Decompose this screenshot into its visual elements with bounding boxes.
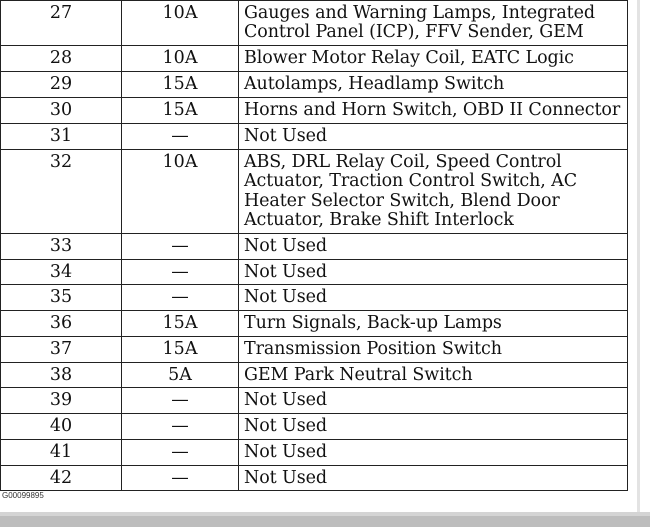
figure-code: G00099895: [2, 491, 44, 500]
fuse-amperage-cell: [122, 72, 239, 98]
fuse-amperage-cell: [122, 337, 239, 363]
circuit-description-line: Not Used: [244, 236, 327, 256]
circuits-protected-cell: [239, 311, 628, 337]
fuse-row: [1, 260, 628, 285]
fuse-amperage-cell: [122, 1, 239, 46]
fuse-number-cell: [1, 124, 122, 150]
fuse-number: 33: [49, 236, 73, 256]
circuits-protected-cell: [239, 1, 628, 46]
fuse-row: [1, 150, 628, 234]
fuse-row: [1, 337, 628, 363]
fuse-amperage: 15A: [162, 74, 198, 94]
circuits-protected-cell: [239, 440, 628, 466]
circuits-protected-cell: [239, 46, 628, 72]
fuse-number-cell: [1, 337, 122, 363]
fuse-row: [1, 414, 628, 440]
circuit-description-line: Gauges and Warning Lamps, Integrated: [244, 3, 595, 23]
fuse-amperage: 10A: [162, 3, 198, 23]
circuit-description-line: Heater Selector Switch, Blend Door: [244, 190, 560, 211]
fuse-row: [1, 311, 628, 337]
circuits-protected-cell: [239, 260, 628, 285]
fuse-number: 39: [49, 390, 73, 410]
circuits-protected-cell: [239, 150, 628, 234]
fuse-number: 36: [49, 313, 73, 333]
fuse-amperage: —: [171, 262, 189, 282]
fuse-amperage: —: [171, 126, 189, 146]
fuse-amperage: 15A: [162, 100, 198, 120]
fuse-row: [1, 1, 628, 46]
fuse-row: [1, 234, 628, 260]
fuse-amperage: 15A: [162, 313, 198, 333]
fuse-number: 38: [49, 365, 73, 385]
fuse-number-cell: [1, 1, 122, 46]
circuit-description-line: Not Used: [244, 287, 327, 307]
circuit-description-line: Control Panel (ICP), FFV Sender, GEM: [244, 22, 584, 43]
circuit-description-line: ABS, DRL Relay Coil, Speed Control: [244, 152, 562, 172]
circuits-protected-cell: [239, 337, 628, 363]
fuse-number: 31: [49, 126, 73, 146]
page-margin-strip: [640, 0, 650, 516]
fuse-number-cell: [1, 466, 122, 491]
fuse-number-cell: [1, 260, 122, 285]
circuit-description-line: Autolamps, Headlamp Switch: [244, 74, 505, 94]
fuse-table-body: [1, 1, 628, 491]
fuse-number-cell: [1, 234, 122, 260]
fuse-amperage: 10A: [162, 152, 198, 172]
fuse-amperage: —: [171, 416, 189, 436]
fuse-number-cell: [1, 98, 122, 124]
fuse-amperage: —: [171, 390, 189, 410]
fuse-number: 42: [49, 468, 73, 488]
fuse-amperage-cell: [122, 150, 239, 234]
fuse-row: [1, 72, 628, 98]
fuse-number-cell: [1, 440, 122, 466]
fuse-row: [1, 98, 628, 124]
fuse-row: [1, 285, 628, 311]
circuits-protected-cell: [239, 98, 628, 124]
fuse-amperage: —: [171, 442, 189, 462]
circuits-protected-cell: [239, 363, 628, 388]
fuse-row: [1, 363, 628, 388]
circuits-protected-cell: [239, 72, 628, 98]
fuse-number-cell: [1, 414, 122, 440]
fuse-number: 40: [49, 416, 73, 436]
fuse-amperage-cell: [122, 311, 239, 337]
fuse-amperage: 10A: [162, 48, 198, 68]
bottom-toolbar-strip: [0, 516, 650, 527]
fuse-amperage-cell: [122, 285, 239, 311]
circuit-description-line: GEM Park Neutral Switch: [244, 365, 473, 385]
fuse-row: [1, 46, 628, 72]
fuse-amperage-cell: [122, 260, 239, 285]
fuse-amperage-cell: [122, 46, 239, 72]
fuse-amperage: —: [171, 468, 189, 488]
fuse-number: 35: [49, 287, 73, 307]
fuse-amperage-cell: [122, 466, 239, 491]
fuse-amperage-cell: [122, 234, 239, 260]
fuse-amperage-cell: [122, 414, 239, 440]
fuse-amperage-cell: [122, 98, 239, 124]
fuse-amperage-cell: [122, 388, 239, 414]
fuse-number-cell: [1, 46, 122, 72]
fuse-number: 41: [49, 442, 73, 462]
fuse-number-cell: [1, 388, 122, 414]
fuse-amperage: 5A: [168, 365, 192, 385]
fuse-amperage: 15A: [162, 339, 198, 359]
fuse-number: 32: [49, 152, 73, 172]
circuit-description-line: Actuator, Traction Control Switch, AC: [244, 171, 577, 192]
circuits-protected-cell: [239, 414, 628, 440]
fuse-number-cell: [1, 285, 122, 311]
fuse-number: 34: [49, 262, 73, 282]
fuse-row: [1, 388, 628, 414]
circuit-description-line: Not Used: [244, 416, 327, 436]
fuse-amperage-cell: [122, 363, 239, 388]
fuse-number: 29: [49, 74, 73, 94]
fuse-row: [1, 124, 628, 150]
fuse-row: [1, 466, 628, 491]
fuse-number: 37: [49, 339, 73, 359]
circuit-description-line: Not Used: [244, 390, 327, 410]
circuit-description-line: Not Used: [244, 126, 327, 146]
circuit-description-line: Turn Signals, Back-up Lamps: [244, 313, 502, 333]
fuse-number-cell: [1, 150, 122, 234]
circuits-protected-cell: [239, 388, 628, 414]
fuse-number: 27: [49, 3, 73, 23]
fuse-amperage-cell: [122, 124, 239, 150]
fuse-number-cell: [1, 72, 122, 98]
fuse-amperage: —: [171, 287, 189, 307]
circuits-protected-cell: [239, 124, 628, 150]
circuit-description-line: Horns and Horn Switch, OBD II Connector: [244, 100, 621, 120]
circuit-description-line: Blower Motor Relay Coil, EATC Logic: [244, 48, 574, 68]
circuit-description-line: Not Used: [244, 262, 327, 282]
circuit-description-line: Not Used: [244, 442, 327, 462]
fuse-number-cell: [1, 311, 122, 337]
fuse-amperage: —: [171, 236, 189, 256]
fuse-number: 28: [49, 48, 73, 68]
circuits-protected-cell: [239, 234, 628, 260]
circuits-protected-cell: [239, 466, 628, 491]
circuit-description-line: Transmission Position Switch: [244, 339, 502, 359]
fuse-number: 30: [49, 100, 73, 120]
circuit-description-line: Actuator, Brake Shift Interlock: [244, 209, 514, 230]
fuse-amperage-cell: [122, 440, 239, 466]
circuit-description-line: Not Used: [244, 468, 327, 488]
fuse-row: [1, 440, 628, 466]
circuits-protected-cell: [239, 285, 628, 311]
fuse-number-cell: [1, 363, 122, 388]
